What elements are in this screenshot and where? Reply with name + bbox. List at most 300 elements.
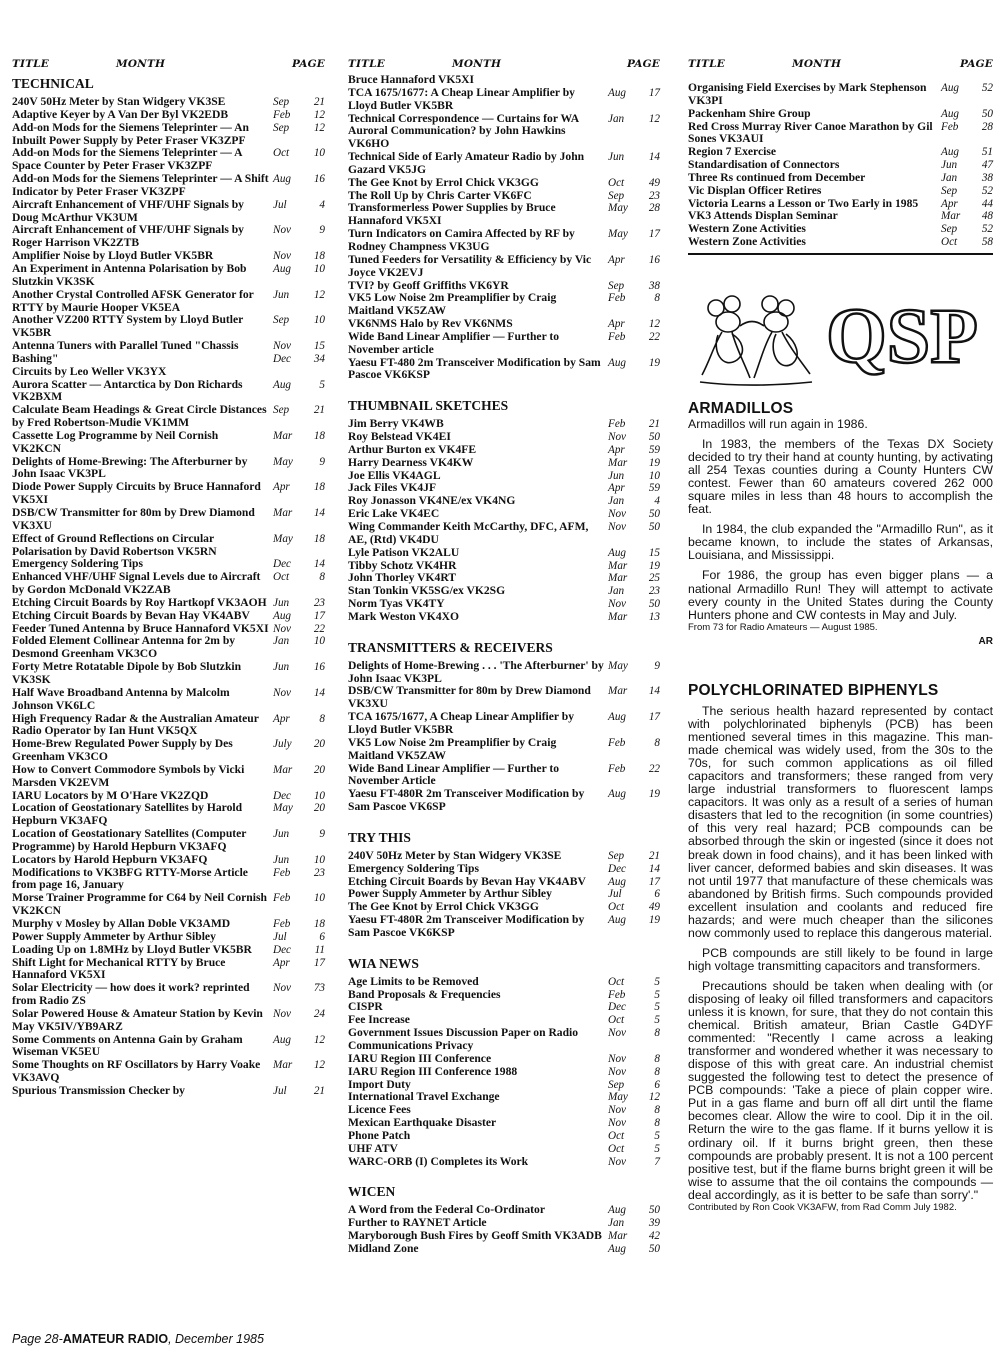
entry-month: May [273, 455, 293, 468]
index-entry [688, 121, 993, 147]
index-entry [12, 340, 325, 366]
index-entry [348, 1117, 660, 1130]
index-entry [12, 96, 325, 109]
entry-month: Dec [608, 862, 627, 875]
entry-month: Nov [273, 622, 292, 635]
entry-month: Mar [273, 507, 293, 519]
entry-month: Nov [273, 686, 292, 699]
entry-title: Add-on Mods for the Siemens Teleprinter — A Shift Indicator by Peter Fraser VK3ZPF [12, 172, 269, 198]
entry-title: Transformerless Power Supplies by Bruce Hannaford VK5XI [348, 201, 556, 228]
entry-month: Oct [273, 571, 290, 584]
entry-month: Nov [608, 508, 627, 521]
entry-month: Jul [273, 930, 287, 943]
entry-month: Aug [273, 1033, 292, 1046]
month-heading: MONTH [452, 58, 502, 70]
entry-title: TCA 1675/1677, A Cheap Linear Amplifier by Lloyd Butler VK5BR [348, 710, 574, 736]
month-heading: MONTH [116, 58, 166, 70]
index-entry [348, 202, 660, 228]
entry-month: Sep [273, 404, 290, 417]
entry-title: Western Zone Activities [688, 235, 806, 249]
entry-page: 38 [981, 171, 993, 184]
index-entry [12, 854, 325, 867]
entry-title: Standardisation of Connectors [688, 158, 840, 172]
entry-title: Harry Dearness VK4KW [348, 455, 474, 469]
entry-title: Turn Indicators on Camira Affected by RF by Rodney Champness VK3UG [348, 227, 575, 253]
entry-page: 6 [654, 1078, 660, 1091]
entry-page: 10 [313, 892, 325, 905]
entry-month: Nov [608, 1117, 627, 1130]
entry-page: 50 [648, 431, 660, 444]
index-entry [688, 236, 993, 249]
entry-title: Lyle Patison VK2ALU [348, 545, 460, 559]
index-entry [12, 224, 325, 250]
entry-month: Jul [608, 888, 622, 901]
entry-month: Jan [608, 495, 625, 508]
entry-month: Oct [608, 1014, 625, 1027]
entry-month: May [608, 228, 628, 241]
entry-title: Calculate Beam Headings & Great Circle Distances by Fred Robertson-Mudie VK1MM [12, 403, 267, 430]
entry-title: Roy Belstead VK4EI [348, 430, 451, 444]
entry-month: Mar [608, 572, 628, 585]
entry-page: 48 [981, 210, 993, 223]
entry-page: 6 [654, 888, 660, 901]
index-entry [348, 357, 660, 383]
page-heading: PAGE [959, 58, 993, 70]
index-entry [348, 914, 660, 940]
index-entry [688, 185, 993, 198]
entry-title: Roy Jonasson VK4NE/ex VK4NG [348, 494, 516, 508]
entry-title: Solar Powered House & Amateur Station by Kevin May VK5IV/YB9ARZ [12, 1006, 263, 1033]
index-entry [12, 571, 325, 597]
entry-page: 22 [648, 330, 660, 343]
entry-month: Feb [273, 866, 291, 879]
entry-page: 5 [654, 975, 660, 988]
entry-page: 5 [654, 1014, 660, 1027]
entry-month: Dec [273, 558, 292, 571]
entry-title: Etching Circuit Boards by Bevan Hay VK4ABV [348, 874, 586, 888]
index-entry [12, 1085, 325, 1098]
entry-month: Apr [273, 481, 290, 494]
entry-month: Jul [273, 198, 287, 211]
entry-page: 21 [313, 404, 325, 417]
entry-month: Aug [608, 875, 627, 888]
entry-page: 16 [648, 253, 660, 266]
index-entry [348, 1066, 660, 1079]
entry-page: 4 [654, 495, 660, 508]
index-entry [348, 763, 660, 789]
entry-month: Oct [608, 1129, 625, 1142]
entry-title: Tuned Feeders for Versatility & Efficiency by Vic Joyce VK2EVJ [348, 252, 592, 279]
index-entry [348, 1243, 660, 1256]
entry-title: Spurious Transmission Checker by [12, 1083, 185, 1097]
entry-title: Solar Electricity — how does it work? reprinted from Radio ZS [12, 981, 250, 1008]
index-entry [12, 687, 325, 713]
entry-month: Sep [941, 223, 958, 236]
entry-page: 21 [648, 418, 660, 431]
section-heading-wianews: WIA NEWS [348, 955, 419, 971]
entry-page: 12 [648, 112, 660, 125]
pcb-article [688, 682, 993, 1213]
index-entry [348, 1027, 660, 1053]
entry-title: Mark Weston VK4XO [348, 609, 460, 623]
entry-month: Feb [608, 736, 626, 749]
footer-page: Page 28- [12, 1332, 63, 1346]
section-heading-trythis: TRY THIS [348, 829, 411, 845]
entry-page: 19 [648, 914, 660, 927]
index-entry [348, 318, 660, 331]
entry-month: Oct [608, 176, 625, 189]
index-entry [12, 802, 325, 828]
entry-page: 73 [313, 982, 325, 995]
entry-month: May [608, 202, 628, 215]
entry-month: Jan [273, 635, 290, 648]
entry-page: 15 [648, 546, 660, 559]
entry-title: Emergency Soldering Tips [348, 861, 479, 875]
index-entry [12, 404, 325, 430]
entry-page: 14 [313, 507, 325, 519]
index-entry [12, 1034, 325, 1060]
entry-title: Norm Tyas VK4TY [348, 597, 445, 611]
index-entry [348, 863, 660, 876]
entry-title: Some Thoughts on RF Oscillators by Harry Voake VK3AVQ [12, 1058, 261, 1085]
page-footer [12, 1332, 264, 1346]
entry-title: 240V 50Hz Meter by Stan Widgery VK3SE [348, 848, 562, 862]
entry-title: Aircraft Enhancement of VHF/UHF Signals by Roger Harrison VK2ZTB [12, 223, 244, 250]
pcb-p2: PCB compounds are still likely to be found in large high voltage transmitting capacitors and transformers. [688, 945, 993, 973]
index-entry [12, 610, 325, 623]
index-entry [12, 764, 325, 790]
index-entry [12, 199, 325, 225]
entry-title: International Travel Exchange [348, 1090, 500, 1104]
entry-title: Arthur Burton ex VK4FE [348, 442, 477, 456]
index-entry [12, 738, 325, 764]
entry-title: WARC-ORB (I) Completes its Work [348, 1154, 529, 1168]
entry-page: 10 [313, 262, 325, 275]
title-heading: TITLE [348, 58, 385, 70]
index-entry [348, 1143, 660, 1156]
entry-title: Organising Field Exercises by Mark Stephenson VK3PI [688, 81, 927, 107]
entry-title: Emergency Soldering Tips [12, 557, 143, 571]
entry-month: Jun [273, 661, 290, 674]
entry-title: Yaesu FT-480R 2m Transceiver Modification by Sam Pascoe VK6KSP [348, 913, 585, 939]
entry-title: Midland Zone [348, 1241, 419, 1255]
entry-month: Aug [608, 1204, 627, 1217]
entry-page: 9 [319, 455, 325, 468]
entry-title: Feeder Tuned Antenna by Bruce Hannaford VK5XI [12, 621, 269, 635]
entry-title: Half Wave Broadband Antenna by Malcolm Johnson VK6LC [12, 685, 230, 712]
entry-month: Nov [608, 521, 627, 533]
index-entry [12, 379, 325, 405]
index-entry [12, 1008, 325, 1034]
index-entry [12, 147, 325, 173]
entry-page: 10 [313, 789, 325, 802]
entry-title: Wide Band Linear Amplifier — Further to November Article [348, 761, 560, 788]
entry-title: IARU Region III Conference [348, 1051, 492, 1065]
entry-month: Sep [608, 279, 625, 292]
index-entry [12, 957, 325, 983]
entry-page: 52 [981, 184, 993, 197]
entry-page: 19 [648, 788, 660, 801]
footer-magazine: AMATEUR RADIO [62, 1332, 169, 1346]
entry-month: May [608, 1091, 628, 1104]
entry-page: 12 [313, 108, 325, 121]
entry-title: High Frequency Radar & the Australian Amateur Radio Operator by Ian Hunt VK5QX [12, 711, 259, 738]
technical-list [12, 96, 325, 1098]
entry-page: 8 [654, 736, 660, 749]
entry-page: 5 [654, 1001, 660, 1014]
entry-page: 14 [648, 685, 660, 698]
entry-month: Feb [273, 108, 291, 121]
index-entry [12, 366, 325, 379]
entry-title: Enhanced VHF/UHF Signal Levels due to Aircraft by Gordon McDonald VK2ZAB [12, 570, 261, 597]
entry-month: Mar [941, 210, 961, 223]
entry-title: DSB/CW Transmitter for 80m by Drew Diamond VK3XU [12, 506, 255, 532]
entry-month: Aug [608, 546, 627, 559]
section-heading-technical: TECHNICAL [12, 76, 94, 91]
entry-month: Sep [608, 849, 625, 862]
entry-title: Delights of Home-Brewing: The Afterburner by John Isaac VK3PL [12, 454, 248, 481]
entry-page: 14 [313, 686, 325, 699]
entry-month: Sep [608, 1078, 625, 1091]
entry-month: May [608, 659, 628, 672]
entry-page: 52 [981, 82, 993, 94]
entry-page: 5 [654, 1142, 660, 1155]
entry-title: TCA 1675/1677: A Cheap Linear Amplifier by Lloyd Butler VK5BR [348, 85, 575, 112]
entry-page: 11 [314, 943, 325, 956]
entry-month: Nov [273, 224, 292, 237]
entry-month: Feb [941, 120, 959, 133]
entry-title: Western Zone Activities [688, 222, 806, 236]
entry-page: 38 [648, 279, 660, 292]
index-entry [12, 481, 325, 507]
index-entry [348, 113, 660, 152]
index-entry [348, 444, 660, 457]
entry-month: Dec [273, 943, 292, 956]
entry-month: Oct [273, 147, 290, 160]
section-heading-thumbnail: THUMBNAIL SKETCHES [348, 398, 509, 414]
entry-title: Adaptive Keyer by A Van Der Byl VK2EDB [12, 107, 229, 121]
entry-page: 50 [648, 508, 660, 521]
entry-page: 16 [313, 173, 325, 186]
entry-page: 9 [319, 828, 325, 841]
entry-title: The Gee Knot by Errol Chick VK3GG [348, 900, 539, 914]
month-heading: MONTH [792, 58, 842, 70]
index-entry [12, 661, 325, 687]
entry-page: 8 [654, 1104, 660, 1117]
entry-title: CISPR [348, 1000, 383, 1014]
index-entry [688, 82, 993, 108]
entry-title: Phone Patch [348, 1128, 411, 1142]
entry-title: Locators by Harold Hepburn VK3AFQ [12, 852, 208, 866]
entry-title: Antenna Tuners with Parallel Tuned "Chassis Bashing" [12, 339, 239, 365]
index-entry [348, 74, 660, 87]
entry-title: 240V 50Hz Meter by Stan Widgery VK3SE [12, 95, 226, 108]
entry-page: 8 [654, 1052, 660, 1065]
entry-page: 28 [648, 202, 660, 215]
index-entry [12, 173, 325, 199]
entry-title: VK3 Attends Displan Seminar [688, 209, 838, 223]
entry-month: Nov [608, 1052, 627, 1065]
entry-page: 8 [654, 1027, 660, 1040]
index-entry [348, 737, 660, 763]
entry-page: 9 [654, 659, 660, 672]
index-column-3 [688, 58, 993, 255]
index-entry [348, 331, 660, 357]
entry-page: 12 [313, 288, 325, 301]
entry-page: 28 [981, 120, 993, 133]
entry-month: Feb [608, 292, 626, 305]
entry-month: Jun [273, 828, 290, 841]
entry-month: July [273, 738, 292, 751]
entry-page: 9 [319, 224, 325, 237]
entry-page: 18 [313, 532, 325, 545]
entry-title: Aurora Scatter — Antarctica by Don Richards VK2BXM [12, 377, 243, 404]
entry-month: Feb [608, 330, 626, 343]
entry-page: 50 [648, 1204, 660, 1217]
entry-page: 8 [319, 712, 325, 725]
entry-month: Aug [608, 1242, 627, 1255]
entry-month: Oct [941, 236, 958, 249]
entry-month: Oct [608, 1142, 625, 1155]
entry-title: Etching Circuit Boards by Bevan Hay VK4ABV [12, 608, 250, 622]
index-entry [12, 828, 325, 854]
index-entry [688, 172, 993, 185]
entry-month: Feb [273, 918, 291, 930]
entry-month: Aug [941, 146, 960, 159]
title-heading: TITLE [12, 58, 49, 70]
entry-page: 17 [313, 956, 325, 969]
technical-continued-list [348, 74, 660, 382]
entry-title: Stan Tonkin VK5SG/ex VK2SG [348, 584, 506, 598]
entry-page: 16 [313, 661, 325, 674]
entry-page: 10 [313, 853, 325, 866]
entry-page: 49 [648, 901, 660, 914]
entry-title: IARU Region III Conference 1988 [348, 1064, 518, 1078]
entry-month: Apr [608, 443, 625, 456]
entry-page: 50 [648, 521, 660, 533]
entry-page: 5 [654, 988, 660, 1001]
entry-month: Aug [941, 82, 960, 94]
index-entry [12, 109, 325, 122]
index-entry [12, 289, 325, 315]
entry-title: Location of Geostationary Satellites by Harold Hepburn VK3AFQ [12, 801, 243, 828]
index-entry [12, 635, 325, 661]
index-entry [12, 713, 325, 739]
index-entry [12, 918, 325, 931]
entry-title: The Roll Up by Chris Carter VK6FC [348, 188, 532, 202]
entry-month: Aug [608, 914, 627, 927]
entry-month: Feb [273, 892, 291, 905]
entry-month: Sep [273, 314, 290, 327]
entry-month: Dec [608, 1001, 627, 1014]
index-entry [688, 108, 993, 121]
entry-title: Cassette Log Programme by Neil Cornish VK2KCN [12, 428, 219, 455]
index-entry [348, 87, 660, 113]
entry-page: 12 [313, 1033, 325, 1046]
entry-month: Aug [608, 356, 627, 369]
armadillos-title: ARMADILLOS [688, 400, 794, 417]
entry-title: Technical Correspondence — Curtains for WA Auroral Communication? by John Hawkins VK6HO [348, 111, 579, 151]
entry-page: 18 [313, 481, 325, 494]
entry-month: Apr [941, 197, 958, 210]
entry-page: 58 [981, 236, 993, 249]
entry-title: Mexican Earthquake Disaster [348, 1116, 497, 1130]
entry-month: Nov [608, 598, 627, 611]
armadillos-p4: For 1986, the group has even bigger plans — a national Armadillo Run! They will attempt to activate every county in the United States during the County Hunters phone and CW contests in May and July. [688, 568, 993, 622]
trythis-list [348, 850, 660, 940]
entry-month: Aug [608, 788, 627, 801]
index-entry [12, 263, 325, 289]
entry-title: Wing Commander Keith McCarthy, DFC, AFM, AE, (Rtd) VK4DU [348, 520, 589, 546]
entry-month: Mar [608, 685, 628, 698]
entry-title: Morse Trainer Programme for C64 by Neil Cornish VK2KCN [12, 891, 267, 918]
entry-title: Packenham Shire Group [688, 106, 811, 120]
entry-title: Bruce Hannaford VK5XI [348, 73, 475, 86]
entry-month: Nov [273, 1007, 292, 1020]
entry-title: Jim Berry VK4WB [348, 417, 444, 431]
entry-month: Apr [608, 318, 625, 331]
entry-month: Jan [608, 112, 625, 125]
entry-month: May [273, 532, 293, 545]
entry-title: John Thorley VK4RT [348, 571, 457, 585]
entry-page: 18 [313, 429, 325, 442]
pcb-title: POLYCHLORINATED BIPHENYLS [688, 682, 939, 699]
column-header [688, 58, 993, 72]
entry-page: 18 [313, 250, 325, 263]
title-heading: TITLE [688, 58, 725, 70]
entry-page: 20 [313, 802, 325, 815]
index-entry [348, 1053, 660, 1066]
entry-page: 8 [654, 292, 660, 305]
entry-month: Mar [273, 1059, 293, 1072]
entry-title: VK6NMS Halo by Rev VK6NMS [348, 317, 513, 331]
entry-title: Fee Increase [348, 1013, 410, 1027]
entry-title: Diode Power Supply Circuits by Bruce Hannaford VK5XI [12, 480, 261, 507]
armadillos-signature: AR [978, 636, 993, 648]
entry-title: Etching Circuit Boards by Roy Hartkopf VK3AOH [12, 595, 267, 609]
entry-page: 44 [981, 197, 993, 210]
entry-month: Nov [608, 1155, 627, 1168]
entry-page: 23 [313, 866, 325, 879]
entry-title: Delights of Home-Brewing . . . 'The Afterburner' by John Isaac VK3PL [348, 658, 604, 685]
entry-title: Vic Displan Officer Retires [688, 183, 822, 197]
entry-page: 24 [313, 1007, 325, 1020]
entry-month: Jan [608, 1217, 625, 1230]
entry-title: Wide Band Linear Amplifier — Further to November article [348, 329, 560, 356]
entry-page: 59 [648, 482, 660, 495]
index-entry [348, 611, 660, 624]
entry-month: Feb [608, 762, 626, 775]
index-entry [348, 292, 660, 318]
entry-page: 15 34 [313, 340, 325, 365]
entry-page: 17 [648, 711, 660, 724]
index-entry [348, 598, 660, 611]
index-entry [348, 521, 660, 547]
armadillos-p3: In 1984, the club expanded the "Armadillo Run", as it became known, to include the states of Arkansas, Louisiana, and Mississippi. [688, 522, 993, 563]
entry-page: 20 [313, 738, 325, 751]
entry-month: Jan [608, 585, 625, 598]
index-column-1 [12, 58, 325, 1098]
column-header [12, 58, 325, 72]
entry-month: Jun [273, 853, 290, 866]
index-column-2 [348, 58, 660, 1256]
entry-page: 20 [313, 763, 325, 776]
entry-title: Another VZ200 RTTY System by Lloyd Butler VK5BR [12, 313, 244, 340]
wicen-continued-list [688, 82, 993, 249]
entry-page: 51 [981, 146, 993, 159]
entry-page: 17 [648, 228, 660, 241]
entry-month: May [273, 802, 293, 815]
